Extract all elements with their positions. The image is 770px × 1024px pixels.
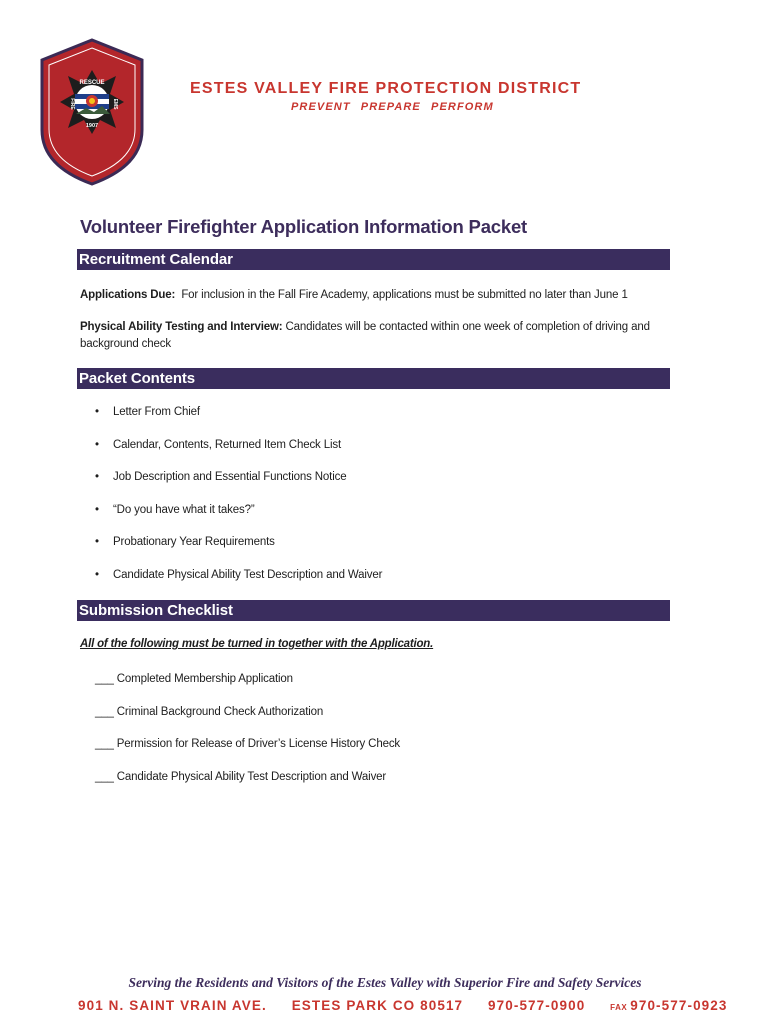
packet-contents-list: [95, 404, 382, 600]
list-item: • Candidate Physical Ability Test Description and Waiver: [95, 568, 383, 581]
list-item: • “Do you have what it takes?”: [95, 503, 255, 516]
recruitment-calendar-heading: Recruitment Calendar: [77, 249, 670, 270]
applications-due-paragraph: [80, 287, 628, 304]
footer-contact: [78, 998, 728, 1013]
packet-contents-heading: Packet Contents: [77, 368, 670, 389]
submission-checklist: [95, 671, 400, 801]
checklist-item: ___ Completed Membership Application: [95, 673, 293, 685]
footer-tagline: Serving the Residents and Visitors of the Estes Valley with Superior Fire and Safety Services: [128, 975, 642, 990]
badge-year-text: 1907: [85, 123, 99, 129]
checklist-item: ___ Criminal Background Check Authorization: [95, 705, 324, 718]
organization-motto: PREVENT PREPARE PERFORM: [291, 101, 494, 113]
badge-ems-text: EMS: [112, 98, 118, 110]
applications-due-label: Applications Due:: [80, 289, 176, 301]
list-item: • Probationary Year Requirements: [95, 536, 275, 549]
checklist-item: ___ Permission for Release of Driver’s License History Check: [95, 738, 401, 751]
footer-fax-label: FAX: [610, 1003, 628, 1012]
physical-testing-label: Physical Ability Testing and Interview:: [80, 321, 283, 333]
list-item: • Letter From Chief: [95, 406, 200, 418]
footer-fax: 970-577-0923: [630, 998, 728, 1013]
submission-checklist-heading: Submission Checklist: [77, 600, 670, 621]
footer-phone: 970-577-0900: [488, 998, 586, 1013]
badge-fire-text: FIRE: [69, 98, 75, 110]
document-title: Volunteer Firefighter Application Information Packet: [80, 216, 528, 237]
list-item: • Calendar, Contents, Returned Item Check List: [95, 438, 341, 451]
footer-address: 901 N. SAINT VRAIN AVE.: [78, 998, 267, 1013]
physical-testing-paragraph: [80, 319, 670, 353]
checklist-intro: All of the following must be turned in together with the Application.: [80, 638, 434, 650]
applications-due-text: For inclusion in the Fall Fire Academy, applications must be submitted no later than June 1: [181, 289, 628, 301]
organization-name: ESTES VALLEY FIRE PROTECTION DISTRICT: [190, 80, 582, 97]
checklist-item: ___ Candidate Physical Ability Test Description and Waiver: [95, 770, 387, 783]
district-badge-logo: [38, 38, 146, 186]
list-item: • Job Description and Essential Functions Notice: [95, 471, 347, 484]
physical-testing-text: Candidates will be contacted within one week of completion of driving and background check: [80, 321, 650, 350]
badge-rescue-text: RESCUE: [79, 80, 105, 86]
footer-city: ESTES PARK CO 80517: [291, 998, 464, 1013]
